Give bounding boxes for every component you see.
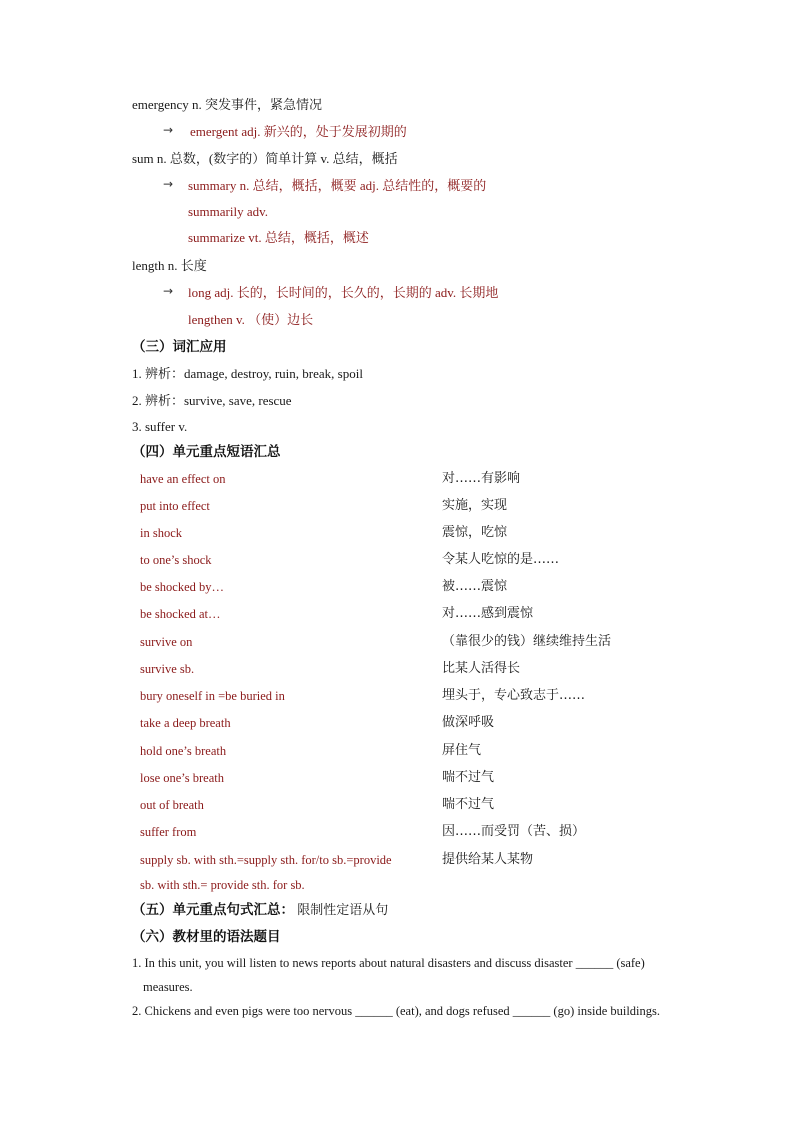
arrow-icon: → xyxy=(163,177,174,191)
question-1-line-1: 1. In this unit, you will listen to news reports about natural disasters and discuss disaster ______ (safe) xyxy=(132,956,645,970)
phrase-en: hold one’s breath xyxy=(140,744,227,758)
vocab-long: long adj. 长的，长时间的，长久的，长期的 adv. 长期地 xyxy=(188,285,499,300)
phrase-cn: 喘不过气 xyxy=(442,797,495,812)
section-3-item-1: 1. 辨析：damage, destroy, ruin, break, spoil xyxy=(132,366,363,381)
vocab-summarize: summarize vt. 总结，概括，概述 xyxy=(188,230,369,245)
vocab-emergency: emergency n. 突发事件，紧急情况 xyxy=(132,97,323,112)
phrase-en: to one’s shock xyxy=(140,553,212,567)
section-5-heading: （五）单元重点句式汇总： xyxy=(132,902,294,918)
phrase-en: have an effect on xyxy=(140,472,226,486)
section-4-heading: （四）单元重点短语汇总 xyxy=(132,444,281,460)
arrow-icon: → xyxy=(163,123,174,137)
arrow-icon: → xyxy=(163,284,174,298)
phrase-en: survive sb. xyxy=(140,662,195,676)
phrase-en: suffer from xyxy=(140,825,197,839)
section-5-topic: 限制性定语从句 xyxy=(297,903,389,918)
phrase-cn: 因……而受罚（苦、损） xyxy=(442,824,586,839)
phrase-cn: 被……震惊 xyxy=(442,579,508,594)
phrase-cn: 令某人吃惊的是…… xyxy=(442,552,560,567)
section-3-item-3: 3. suffer v. xyxy=(132,419,188,434)
vocab-emergent: emergent adj. 新兴的，处于发展初期的 xyxy=(190,124,407,139)
phrase-en: survive on xyxy=(140,635,193,649)
phrase-cn: 提供给某人某物 xyxy=(442,852,534,867)
vocab-lengthen: lengthen v. （使）边长 xyxy=(188,312,314,327)
phrase-en: take a deep breath xyxy=(140,716,231,730)
phrase-en-continuation: sb. with sth.= provide sth. for sb. xyxy=(140,878,305,892)
section-3-heading: （三）词汇应用 xyxy=(132,339,227,355)
question-1-line-2: measures. xyxy=(143,980,193,994)
phrase-cn: 比某人活得长 xyxy=(442,661,521,676)
phrase-en: out of breath xyxy=(140,798,204,812)
phrase-en: bury oneself in =be buried in xyxy=(140,689,285,703)
phrase-cn: 实施，实现 xyxy=(442,498,508,513)
question-2: 2. Chickens and even pigs were too nervous ______ (eat), and dogs refused ______ (go) inside buildings. xyxy=(132,1004,661,1018)
vocab-summarily: summarily adv. xyxy=(188,204,269,219)
phrase-cn: 屏住气 xyxy=(442,743,482,758)
phrase-cn: 埋头于，专心致志于…… xyxy=(442,688,586,703)
phrase-en: supply sb. with sth.=supply sth. for/to sb.=provide xyxy=(140,853,392,867)
phrase-en: in shock xyxy=(140,526,183,540)
section-6-heading: （六）教材里的语法题目 xyxy=(132,929,281,945)
phrase-cn: （靠很少的钱）继续维持生活 xyxy=(442,634,612,649)
phrase-cn: 对……感到震惊 xyxy=(442,606,534,621)
section-3-item-2: 2. 辨析：survive, save, rescue xyxy=(132,393,292,408)
phrase-en: put into effect xyxy=(140,499,210,513)
vocab-sum: sum n. 总数，(数字的）简单计算 v. 总结，概括 xyxy=(132,151,398,166)
phrase-cn: 震惊，吃惊 xyxy=(442,525,508,540)
phrase-cn: 做深呼吸 xyxy=(442,715,495,730)
section-5 xyxy=(132,901,388,920)
phrase-en: lose one’s breath xyxy=(140,771,225,785)
phrase-en: be shocked by… xyxy=(140,580,225,594)
phrase-cn: 喘不过气 xyxy=(442,770,495,785)
phrase-cn: 对……有影响 xyxy=(442,471,521,486)
phrase-en: be shocked at… xyxy=(140,607,221,621)
vocab-length: length n. 长度 xyxy=(132,258,207,273)
vocab-summary: summary n. 总结，概括，概要 adj. 总结性的，概要的 xyxy=(188,178,487,193)
